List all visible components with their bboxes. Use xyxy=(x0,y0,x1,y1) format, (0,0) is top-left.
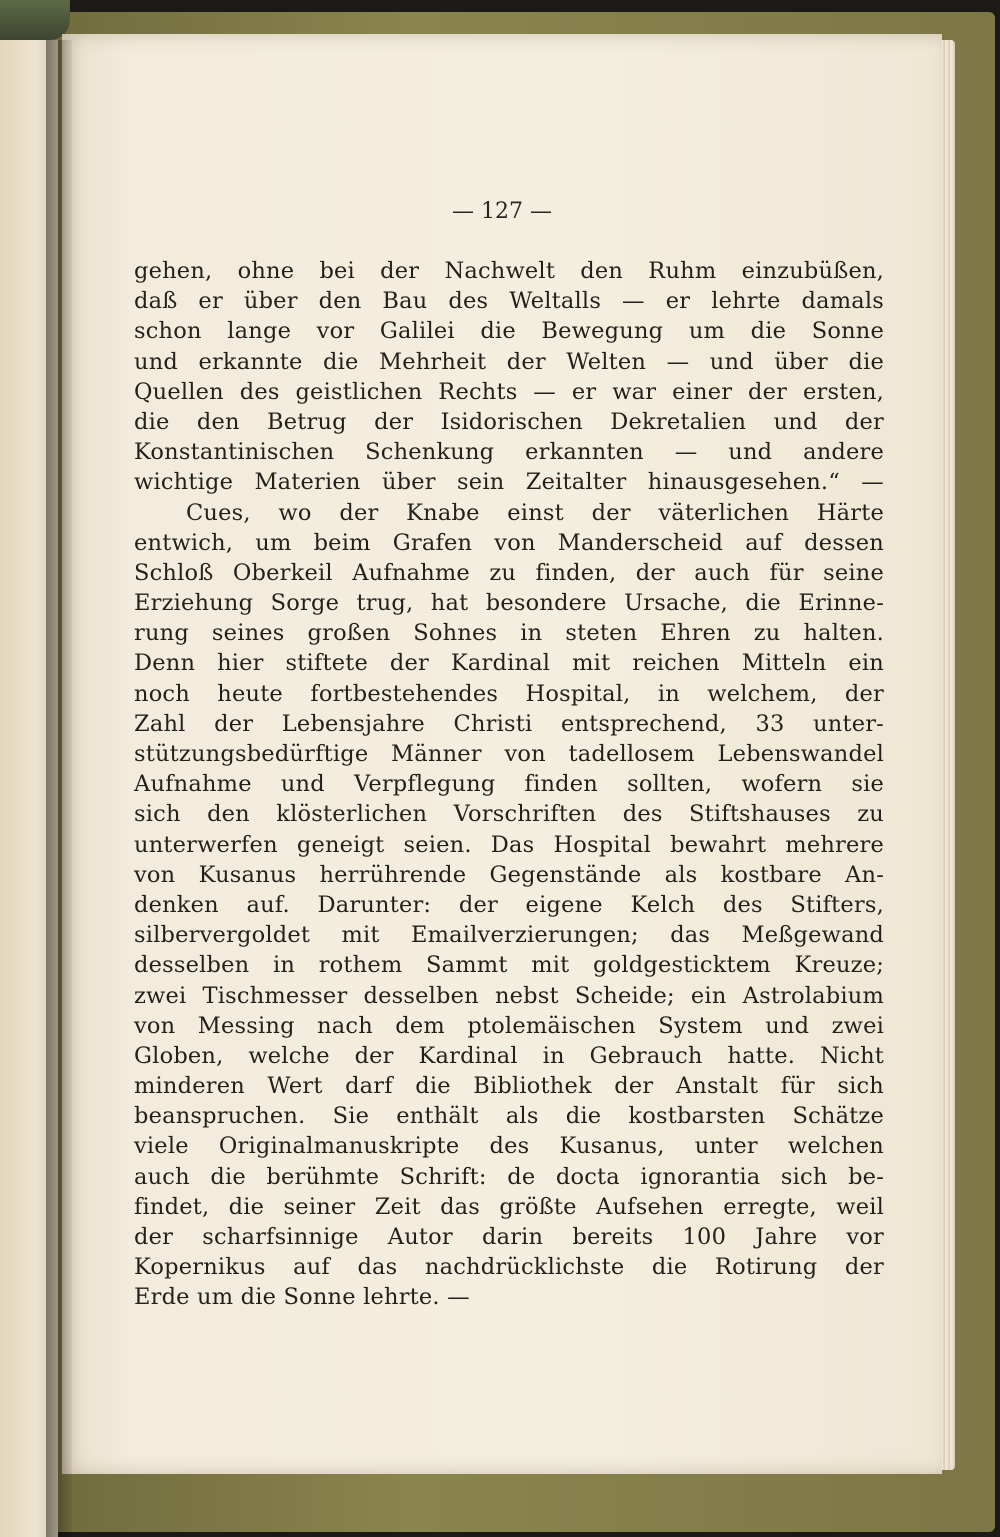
text-line: rung seines großen Sohnes in steten Ehren zu halten. xyxy=(134,620,884,647)
text-line: wichtige Materien über sein Zeitalter hinausgesehen.“ — xyxy=(134,469,884,496)
text-line: Globen, welche der Kardinal in Gebrauch hatte. Nicht xyxy=(134,1042,884,1069)
body-text xyxy=(134,256,884,1313)
text-line: noch heute fortbestehendes Hospital, in welchem, der xyxy=(134,680,884,707)
text-line: Erziehung Sorge trug, hat besondere Ursache, die Erinne- xyxy=(134,590,884,617)
text-line: Aufnahme und Verpflegung finden sollten, wofern sie xyxy=(134,771,884,798)
text-line: Erde um die Sonne lehrte. — xyxy=(134,1284,470,1311)
text-line: entwich, um beim Grafen von Manderscheid auf dessen xyxy=(134,529,884,556)
text-line: denken auf. Darunter: der eigene Kelch des Stifters, xyxy=(134,891,884,918)
text-line: Denn hier stiftete der Kardinal mit reichen Mitteln ein xyxy=(134,650,884,677)
text-line: schon lange vor Galilei die Bewegung um die Sonne xyxy=(134,318,884,345)
text-line: minderen Wert darf die Bibliothek der Anstalt für sich xyxy=(134,1073,884,1100)
text-line: unterwerfen geneigt seien. Das Hospital bewahrt mehrere xyxy=(134,831,884,858)
text-line: der scharfsinnige Autor darin bereits 100 Jahre vor xyxy=(134,1224,884,1250)
text-line: Quellen des geistlichen Rechts — er war einer der ersten, xyxy=(134,378,884,405)
text-line: Schloß Oberkeil Aufnahme zu finden, der auch für seine xyxy=(134,559,884,586)
text-line: die den Betrug der Isidorischen Dekretalien und der xyxy=(134,408,884,435)
text-line: zwei Tischmesser desselben nebst Scheide; ein Astrolabium xyxy=(134,982,884,1009)
text-line: beanspruchen. Sie enthält als die kostbarsten Schätze xyxy=(134,1103,884,1130)
spine-cloth xyxy=(0,0,70,40)
text-line: Konstantinischen Schenkung erkannten — und andere xyxy=(134,439,884,466)
right-page xyxy=(62,34,942,1474)
text-line: von Messing nach dem ptolemäischen System und zwei xyxy=(134,1012,884,1039)
text-line: Cues, wo der Knabe einst der väterlichen Härte xyxy=(186,499,884,526)
text-line: von Kusanus herrührende Gegenstände als kostbare An- xyxy=(134,861,884,888)
text-line: stützungsbedürftige Männer von tadellosem Lebenswandel xyxy=(134,741,884,767)
text-line: und erkannte die Mehrheit der Welten — und über die xyxy=(134,348,884,375)
text-line: silbervergoldet mit Emailverzierungen; das Meßgewand xyxy=(134,922,884,949)
text-line: daß er über den Bau des Weltalls — er lehrte damals xyxy=(134,288,884,315)
text-line: Kopernikus auf das nachdrücklichste die Rotirung der xyxy=(134,1254,884,1281)
text-line: gehen, ohne bei der Nachwelt den Ruhm einzubüßen, xyxy=(134,258,884,284)
text-line: viele Originalmanuskripte des Kusanus, unter welchen xyxy=(134,1133,884,1160)
text-line: findet, die seiner Zeit das größte Aufsehen erregte, weil xyxy=(134,1193,884,1220)
gutter-shadow xyxy=(46,40,72,1537)
text-line: auch die berühmte Schrift: de docta ignorantia sich be- xyxy=(134,1163,884,1190)
text-line: desselben in rothem Sammt mit goldgesticktem Kreuze; xyxy=(134,952,884,979)
page-number: — 127 — xyxy=(452,199,552,224)
text-line: sich den klösterlichen Vorschriften des Stiftshauses zu xyxy=(134,801,884,828)
text-line: Zahl der Lebensjahre Christi entsprechend, 33 unter- xyxy=(134,710,884,737)
